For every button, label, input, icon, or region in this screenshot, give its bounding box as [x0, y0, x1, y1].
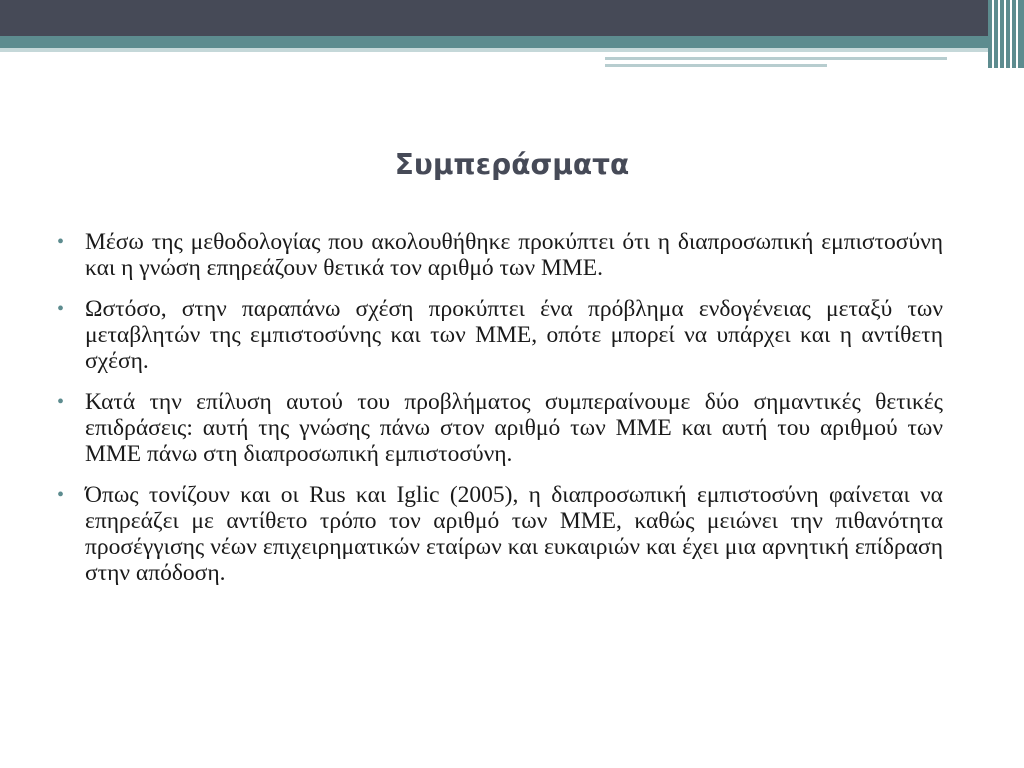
- bullet-dot-icon: •: [57, 391, 65, 413]
- corner-stripes: [988, 0, 1024, 68]
- header-teal-band: [0, 36, 1024, 48]
- header-pale-band: [0, 48, 1024, 52]
- bullet-item: [56, 296, 943, 374]
- decorative-line: [605, 57, 947, 60]
- slide-title: Συμπεράσματα: [394, 148, 630, 181]
- bullet-text: Ωστόσο, στην παραπάνω σχέση προκύπτει ένα πρόβλημα ενδογένειας μεταξύ των μεταβλητών της εμπιστοσύνης και των ΜΜΕ, οπότε μπορεί να υπάρχει και η αντίθετη σχέση.: [85, 296, 943, 374]
- bullet-text: Όπως τονίζουν και οι Rus και Iglic (2005), η διαπροσωπική εμπιστοσύνη φαίνεται να επηρεάζει με αντίθετο τρόπο τον αριθμό των ΜΜΕ, καθώς μειώνει την πιθανότητα προσέγγισης νέων επιχειρηματικών εταίρων και ευκαιριών και έχει μια αρνητική επίδραση στην απόδοση.: [85, 482, 943, 586]
- bullet-dot-icon: •: [57, 298, 65, 320]
- header-dark-band: [0, 0, 1024, 36]
- bullet-list: [56, 229, 943, 601]
- bullet-item: [56, 389, 943, 467]
- bullet-item: [56, 229, 943, 281]
- bullet-item: [56, 482, 943, 586]
- bullet-dot-icon: •: [57, 484, 65, 506]
- decorative-line-short: [605, 64, 827, 67]
- bullet-text: Κατά την επίλυση αυτού του προβλήματος συμπεραίνουμε δύο σημαντικές θετικές επιδράσεις: αυτή της γνώσης πάνω στον αριθμό των ΜΜΕ και αυτή του αριθμού των ΜΜΕ πάνω στη διαπροσωπική εμπιστοσύνη.: [85, 389, 943, 467]
- bullet-dot-icon: •: [57, 231, 65, 253]
- bullet-text: Μέσω της μεθοδολογίας που ακολουθήθηκε προκύπτει ότι η διαπροσωπική εμπιστοσύνη και η γνώση επηρεάζουν θετικά τον αριθμό των ΜΜΕ.: [85, 229, 943, 281]
